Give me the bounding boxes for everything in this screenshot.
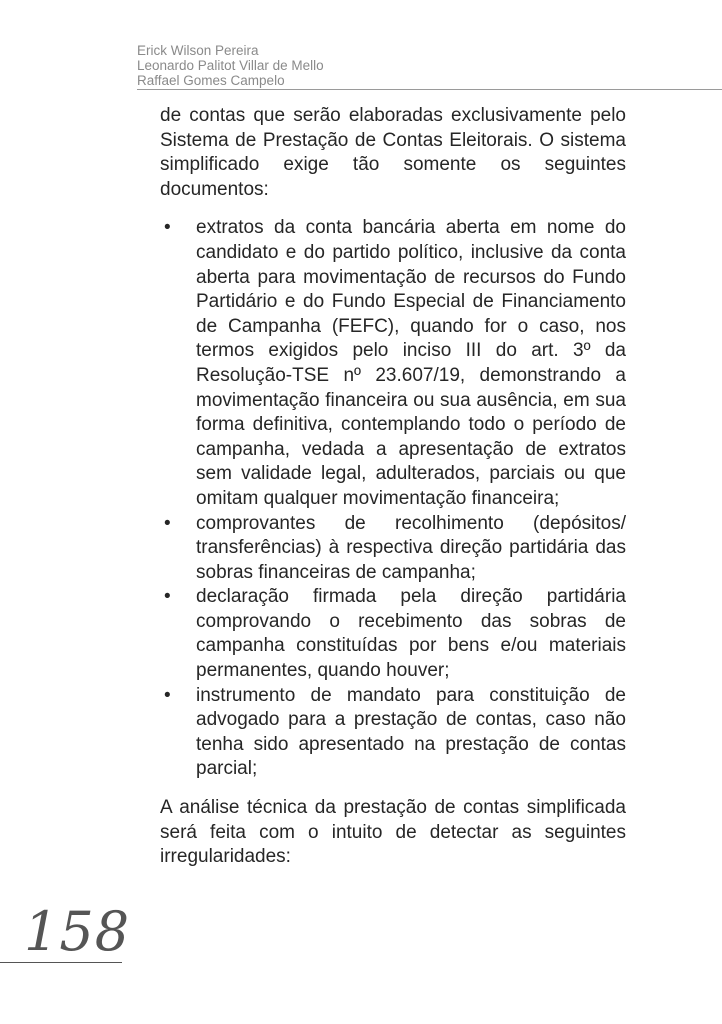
document-list — [160, 216, 626, 782]
header-author-3: Raffael Gomes Campelo — [137, 73, 285, 88]
list-item — [160, 585, 626, 683]
list-item-text: instrumento de mandato para constituição de advogado para a prestação de contas, caso não tenha sido apresentado na prestação de contas parcial; — [196, 684, 626, 780]
footer-rule — [0, 962, 122, 963]
header-author-2: Leonardo Palitot Villar de Mello — [137, 58, 324, 73]
list-item-text: declaração firmada pela direção partidária comprovando o recebimento das sobras de campanha constituídas por bens e/ou materiais permanentes, quando houver; — [196, 586, 626, 682]
header-author-1: Erick Wilson Pereira — [137, 43, 259, 58]
list-item — [160, 512, 626, 586]
list-item — [160, 216, 626, 511]
list-item-text: comprovantes de recolhimento (depósitos/ transferências) à respectiva direção partidária das sobras financeiras de campanha; — [196, 512, 626, 583]
page-body — [160, 104, 626, 870]
page-number: 158 — [24, 900, 131, 963]
list-item-text: extratos da conta bancária aberta em nome do candidato e do partido político, inclusive da conta aberta para movimentação de recursos do Fundo Partidário e do Fundo Especial de Financiamento de Campanha (FEFC), quando for o caso, nos termos exigidos pelo inciso III do art. 3º da Resolução-TSE nº 23.607/19, demonstrando a movimentação financeira ou sua ausência, em sua forma definitiva, contemplando todo o período de campanha, vedada a apresentação de extratos sem validade legal, adulterados, parciais ou que omitam qualquer movimentação financeira; — [196, 217, 626, 509]
intro-paragraph: de contas que serão elaboradas exclusivamente pelo Sistema de Prestação de Contas Eleitorais. O sistema simplificado exige tão somente os seguintes documentos: — [160, 105, 626, 200]
bullet-icon: • — [164, 512, 171, 534]
running-header — [137, 43, 324, 88]
bullet-icon: • — [164, 684, 171, 706]
closing-paragraph: A análise técnica da prestação de contas simplificada será feita com o intuito de detectar as seguintes irregularidades: — [160, 797, 626, 868]
bullet-icon: • — [164, 586, 171, 608]
header-rule — [137, 89, 722, 90]
list-item — [160, 684, 626, 782]
bullet-icon: • — [164, 217, 171, 239]
